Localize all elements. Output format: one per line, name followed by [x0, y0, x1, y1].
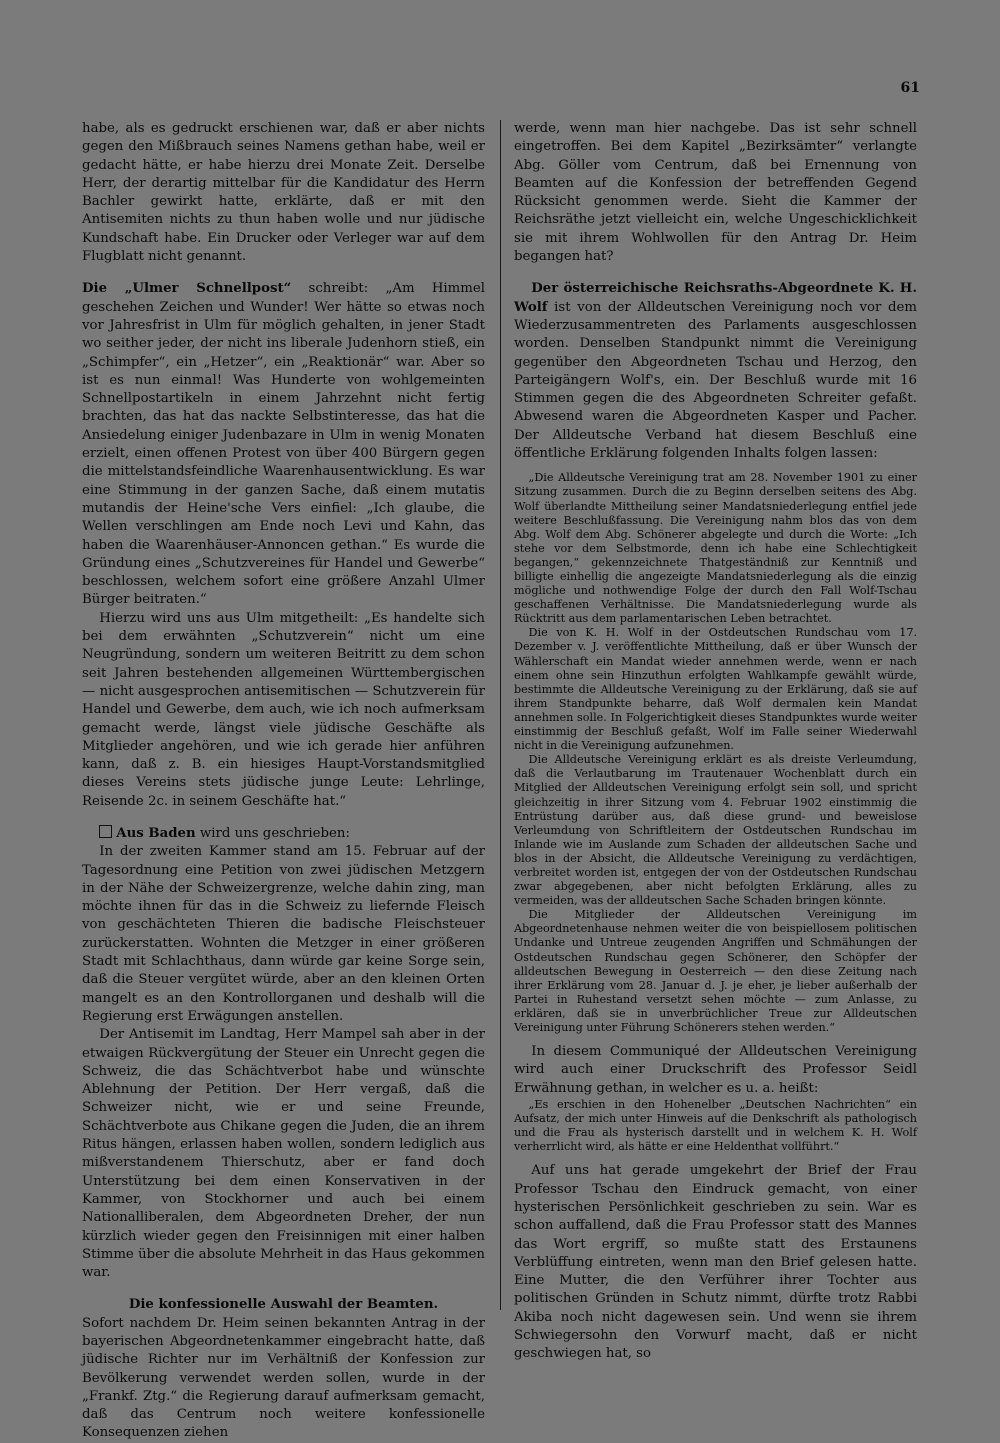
paragraph: In diesem Communiqué der Alldeutschen Vereinigung wird auch einer Druckschrift des Professor Seidl Erwähnung gethan, in welcher es u. a. heißt:: [514, 1044, 917, 1096]
paragraph: Der Antisemit im Landtag, Herr Mampel sah aber in der etwaigen Rückvergütung der Steuer ein Unrecht gegen die Schweiz, die das Schächtverbot habe und wünschte Ablehnung der Petition. Der Herr vergaß, daß die Schweizer nicht, wie er und seine Freunde, Schächtverbote aus Chikane gegen die Juden, die an ihrem Ritus hängen, erlassen haben wollen, sondern lediglich aus mißverstandenem Thierschutz, aber er fand doch Unterstützung bei dem einen Konservativen in der Kammer, von Stockhorner und auch bei einem Nationalliberalen, dem Abgeordneten Dreher, der nun kürzlich wieder gegen den Freisinnigen mit einer halben Stimme über die absolute Mehrheit in das Haus gekommen war.: [82, 1027, 485, 1281]
section-heading: Die „Ulmer Schnellpost“: [82, 281, 292, 297]
paragraph: In der zweiten Kammer stand am 15. Februar auf der Tagesordnung eine Petition von zwei jüdischen Metzgern in der Nähe der Schweizergrenze, welche dahin zing, man möchte ihnen für das in die Schweiz zu liefernde Fleisch von geschächteten Thieren die badische Fleischsteuer zurückerstatten. Wohnten die Metzger in einer größeren Stadt mit Schlachthaus, dann würde gar keine Sorge sein, daß die Steuer vergütet würde, aber an den kleinen Orten mangelt es an den Kontrollorganen und deshalb will die Regierung erst Erwägungen anstellen.: [82, 844, 485, 1024]
column-rule: [500, 120, 501, 1310]
spacer: [514, 463, 917, 471]
quoted-paragraph: Die von K. H. Wolf in der Ostdeutschen Rundschau vom 17. Dezember v. J. veröffentlichte Mittheilung, daß er über Wunsch der Wählerschaft ein Mandat wieder annehmen werde, wenn er nach einem ohne sein Hinzuthun erfolgten Wahlkampfe gewählt würde, bestimmte die Alldeutsche Vereinigung zu der Erklärung, daß sie auf ihrem Standpunkte beharre, daß Wolf dermalen kein Mandat annehmen solle. In Folgerichtigkeit dieses Standpunktes wurde weiter einstimmig der Beschluß gefaßt, Wolf im Falle seiner Wiederwahl nicht in die Vereinigung aufzunehmen.: [514, 626, 917, 753]
left-column: [82, 120, 485, 1443]
section-paragraph: [82, 825, 485, 843]
section-body: wird uns geschrieben:: [195, 825, 350, 841]
section-paragraph: [514, 280, 917, 463]
spacer: [514, 1035, 917, 1043]
spacer: [514, 1154, 917, 1162]
section-heading: Die konfessionelle Auswahl der Beamten.: [128, 1297, 439, 1313]
section-heading: Der österreichische Reichsraths-Abgeordnete K. H. Wolf: [514, 281, 917, 315]
paragraph: Sofort nachdem Dr. Heim seinen bekannten Antrag in der bayerischen Abgeordnetenkammer eingebracht hatte, daß jüdische Richter nur im Verhältniß der Konfession zur Bevölkerung verwendet werden sollen, wurde in der „Frankf. Ztg.“ die Regierung darauf aufmerksam gemacht, daß das Centrum noch weitere konfessionelle Konsequenzen ziehen: [82, 1315, 485, 1441]
spacer: [82, 266, 485, 280]
section-paragraph: [82, 280, 485, 609]
spacer: [82, 811, 485, 825]
spacer: [514, 266, 917, 280]
right-column: [514, 120, 917, 1364]
section-box-marker: [99, 825, 112, 838]
quoted-paragraph: Die Alldeutsche Vereinigung erklärt es als dreiste Verleumdung, daß die Verlautbarung im Trautenauer Wochenblatt durch ein Mitglied der Alldeutschen Vereinigung erfolgt sein soll, und spricht gleichzeitig in ihrer Sitzung vom 4. Februar 1902 einstimmig die Entrüstung darüber aus, daß diese grund- und beweislose Verleumdung von Schriftleitern der Ostdeutschen Rundschau im Inlande wie im Auslande zum Schaden der alldeutschen Sache und blos in der Absicht, die Alldeutsche Vereinigung zu verdächtigen, verbreitet worden ist, entgegen der von der Ostdeutschen Rundschau zwar abgegebenen, aber nicht befolgten Erklärung, alles zu vermeiden, was der alldeutschen Sache Schaden bringen könnte.: [514, 753, 917, 908]
paragraph: habe, als es gedruckt erschienen war, daß er aber nichts gegen den Mißbrauch seines Namens gethan habe, weil er gedacht hätte, er habe hierzu drei Monate Zeit. Derselbe Herr, der derartig mittelbar für die Kandidatur des Herrn Bachler gewirkt hatte, erklärte, daß er mit den Antisemiten nichts zu thun haben wolle und nur jüdische Kundschaft habe. Ein Drucker oder Verleger war auf dem Flugblatt nicht genannt.: [82, 121, 485, 265]
paragraph: Hierzu wird uns aus Ulm mitgetheilt: „Es handelte sich bei dem erwähnten „Schutzverein“ nicht um eine Neugründung, sondern um weiteren Beitritt zu dem schon seit Jahren bestehenden allgemeinen Württembergischen — nicht ausgesprochen antisemitischen — Schutzverein für Handel und Gewerbe, dem auch, wie ich noch aufmerksam gemacht werde, längst viele jüdische Geschäfte als Mitglieder angehören, und wie ich gerade hier anführen kann, daß z. B. ein hiesiges Haupt-Vorstandsmitglied dieses Vereins stets jüdische junge Leute: Lehrlinge, Reisende 2c. in seinem Geschäfte hat.“: [82, 610, 485, 809]
quoted-paragraph: „Es erschien in den Hohenelber „Deutschen Nachrichten“ ein Aufsatz, der mich unter Hinweis auf die Denkschrift als pathologisch und die Frau als hysterisch darstellt und in welchem K. H. Wolf verherrlicht wird, als hätte er eine Heldenthat vollführt.“: [514, 1097, 917, 1154]
paragraph: werde, wenn man hier nachgebe. Das ist sehr schnell eingetroffen. Bei dem Kapitel „Bezirksämter“ verlangte Abg. Göller vom Centrum, daß bei Ernennung von Beamten auf die Konfession der betreffenden Gegend Rücksicht genommen werde. Sieht die Kammer der Reichsräthe jetzt vielleicht ein, welche Ungeschicklichkeit sie mit ihrem Wohlwollen für den Antrag Dr. Heim begangen hat?: [514, 121, 917, 265]
quoted-paragraph: Die Mitglieder der Alldeutschen Vereinigung im Abgeordnetenhause nehmen weiter die von beispiellosem politischen Undanke und Untreue zeugenden Angriffen und Schmähungen der Ostdeutschen Rundschau gegen Schönerer, den Schöpfer der alldeutschen Bewegung in Oesterreich — den diese Zeitung nach ihrer Erklärung vom 28. Januar d. J. je eher, je lieber außerhalb der Partei in Ruhestand versetzt sehen möchte — zum Anlasse, zu erklären, daß sie in unverbrüchlicher Treue zur Alldeutschen Vereinigung unter Führung Schönerers stehen werden.“: [514, 908, 917, 1034]
section-body: ist von der Alldeutschen Vereinigung noch vor dem Wiederzusammentreten des Parlaments ausgeschlossen worden. Denselben Standpunkt nimmt die Vereinigung gegenüber den Abgeordneten Tschau und Herzog, den Parteigängern Wolf's, ein. Der Beschluß wurde mit 16 Stimmen gegen die des Abgeordneten Schreiter gefaßt. Abwesend waren die Abgeordneten Kasper und Pacher. Der Alldeutsche Verband hat diesem Beschluß eine öffentliche Erklärung folgenden Inhalts folgen lassen:: [514, 299, 917, 462]
section-heading: Aus Baden: [116, 825, 196, 841]
page-number: 61: [900, 80, 920, 96]
paragraph: Auf uns hat gerade umgekehrt der Brief der Frau Professor Tschau den Eindruck gemacht, von einer hysterischen Persönlichkeit geschrieben zu sein. War es schon auffallend, daß die Frau Professor statt des Mannes das Wort ergriff, so mußte statt des Erstaunens Verblüffung eintreten, wenn man den Brief gelesen hatte. Eine Mutter, die den Verführer ihrer Tochter aus politischen Gründen in Schutz nimmt, dürfte trotz Rabbi Akiba noch nicht dagewesen sein. Und wenn sie ihrem Schwiegersohn den Vorwurf macht, daß er nicht geschwiegen hat, so: [514, 1163, 917, 1362]
section-body: schreibt: „Am Himmel geschehen Zeichen und Wunder! Wer hätte so etwas noch vor Jahresfrist in Ulm für möglich gehalten, in jener Stadt wo seither jeder, der nicht ins liberale Judenhorn stieß, ein „Schimpfer“, ein „Hetzer“, ein „Reaktionär“ war. Aber so ist es nun einmal! Was Hunderte von wohlgemeinten Schnellpostartikeln in einem Jahrzehnt nicht fertig brachten, das hat das nackte Selbstinteresse, das hat die Ansiedelung einiger Judenbazare in Ulm in wenig Monaten erzielt, einen offenen Protest von über 400 Bürgern gegen die mittelstandsfeindliche Waarenhausentwicklung. Es war eine Stimmung in der ganzen Sache, daß einem mutatis mutandis der Heine'sche Vers einfiel: „Ich glaube, die Wellen verschlingen am Ende noch Levi und Kahn, das haben die Waarenhäuser-Annoncen gethan.“ Es wurde die Gründung eines „Schutzvereines für Handel und Gewerbe“ beschlossen, welchem sofort eine größere Anzahl Ulmer Bürger beitraten.“: [82, 281, 486, 608]
spacer: [82, 1282, 485, 1296]
quoted-paragraph: „Die Alldeutsche Vereinigung trat am 28. November 1901 zu einer Sitzung zusammen. Durch die zu Beginn derselben seitens des Abg. Wolf überlandte Mittheilung seiner Mandatsniederlegung entfiel jede weitere Beschlußfassung. Die Vereinigung nahm blos das von dem Abg. Wolf dem Abg. Schönerer abgelegte und durch die Worte: „Ich stehe vor dem Selbstmorde, denn ich habe eine Schlechtigkeit begangen,“ gekennzeichnete Thatgeständniß zur Kenntniß und billigte einhellig die angezeigte Mandatsniederlegung als die einzig mögliche und nothwendige Folge der durch den Fall Wolf-Tschau geschaffenen Verhältnisse. Die Mandatsniederlegung wurde als Rücktritt aus dem parlamentarischen Leben betrachtet.: [514, 471, 917, 626]
